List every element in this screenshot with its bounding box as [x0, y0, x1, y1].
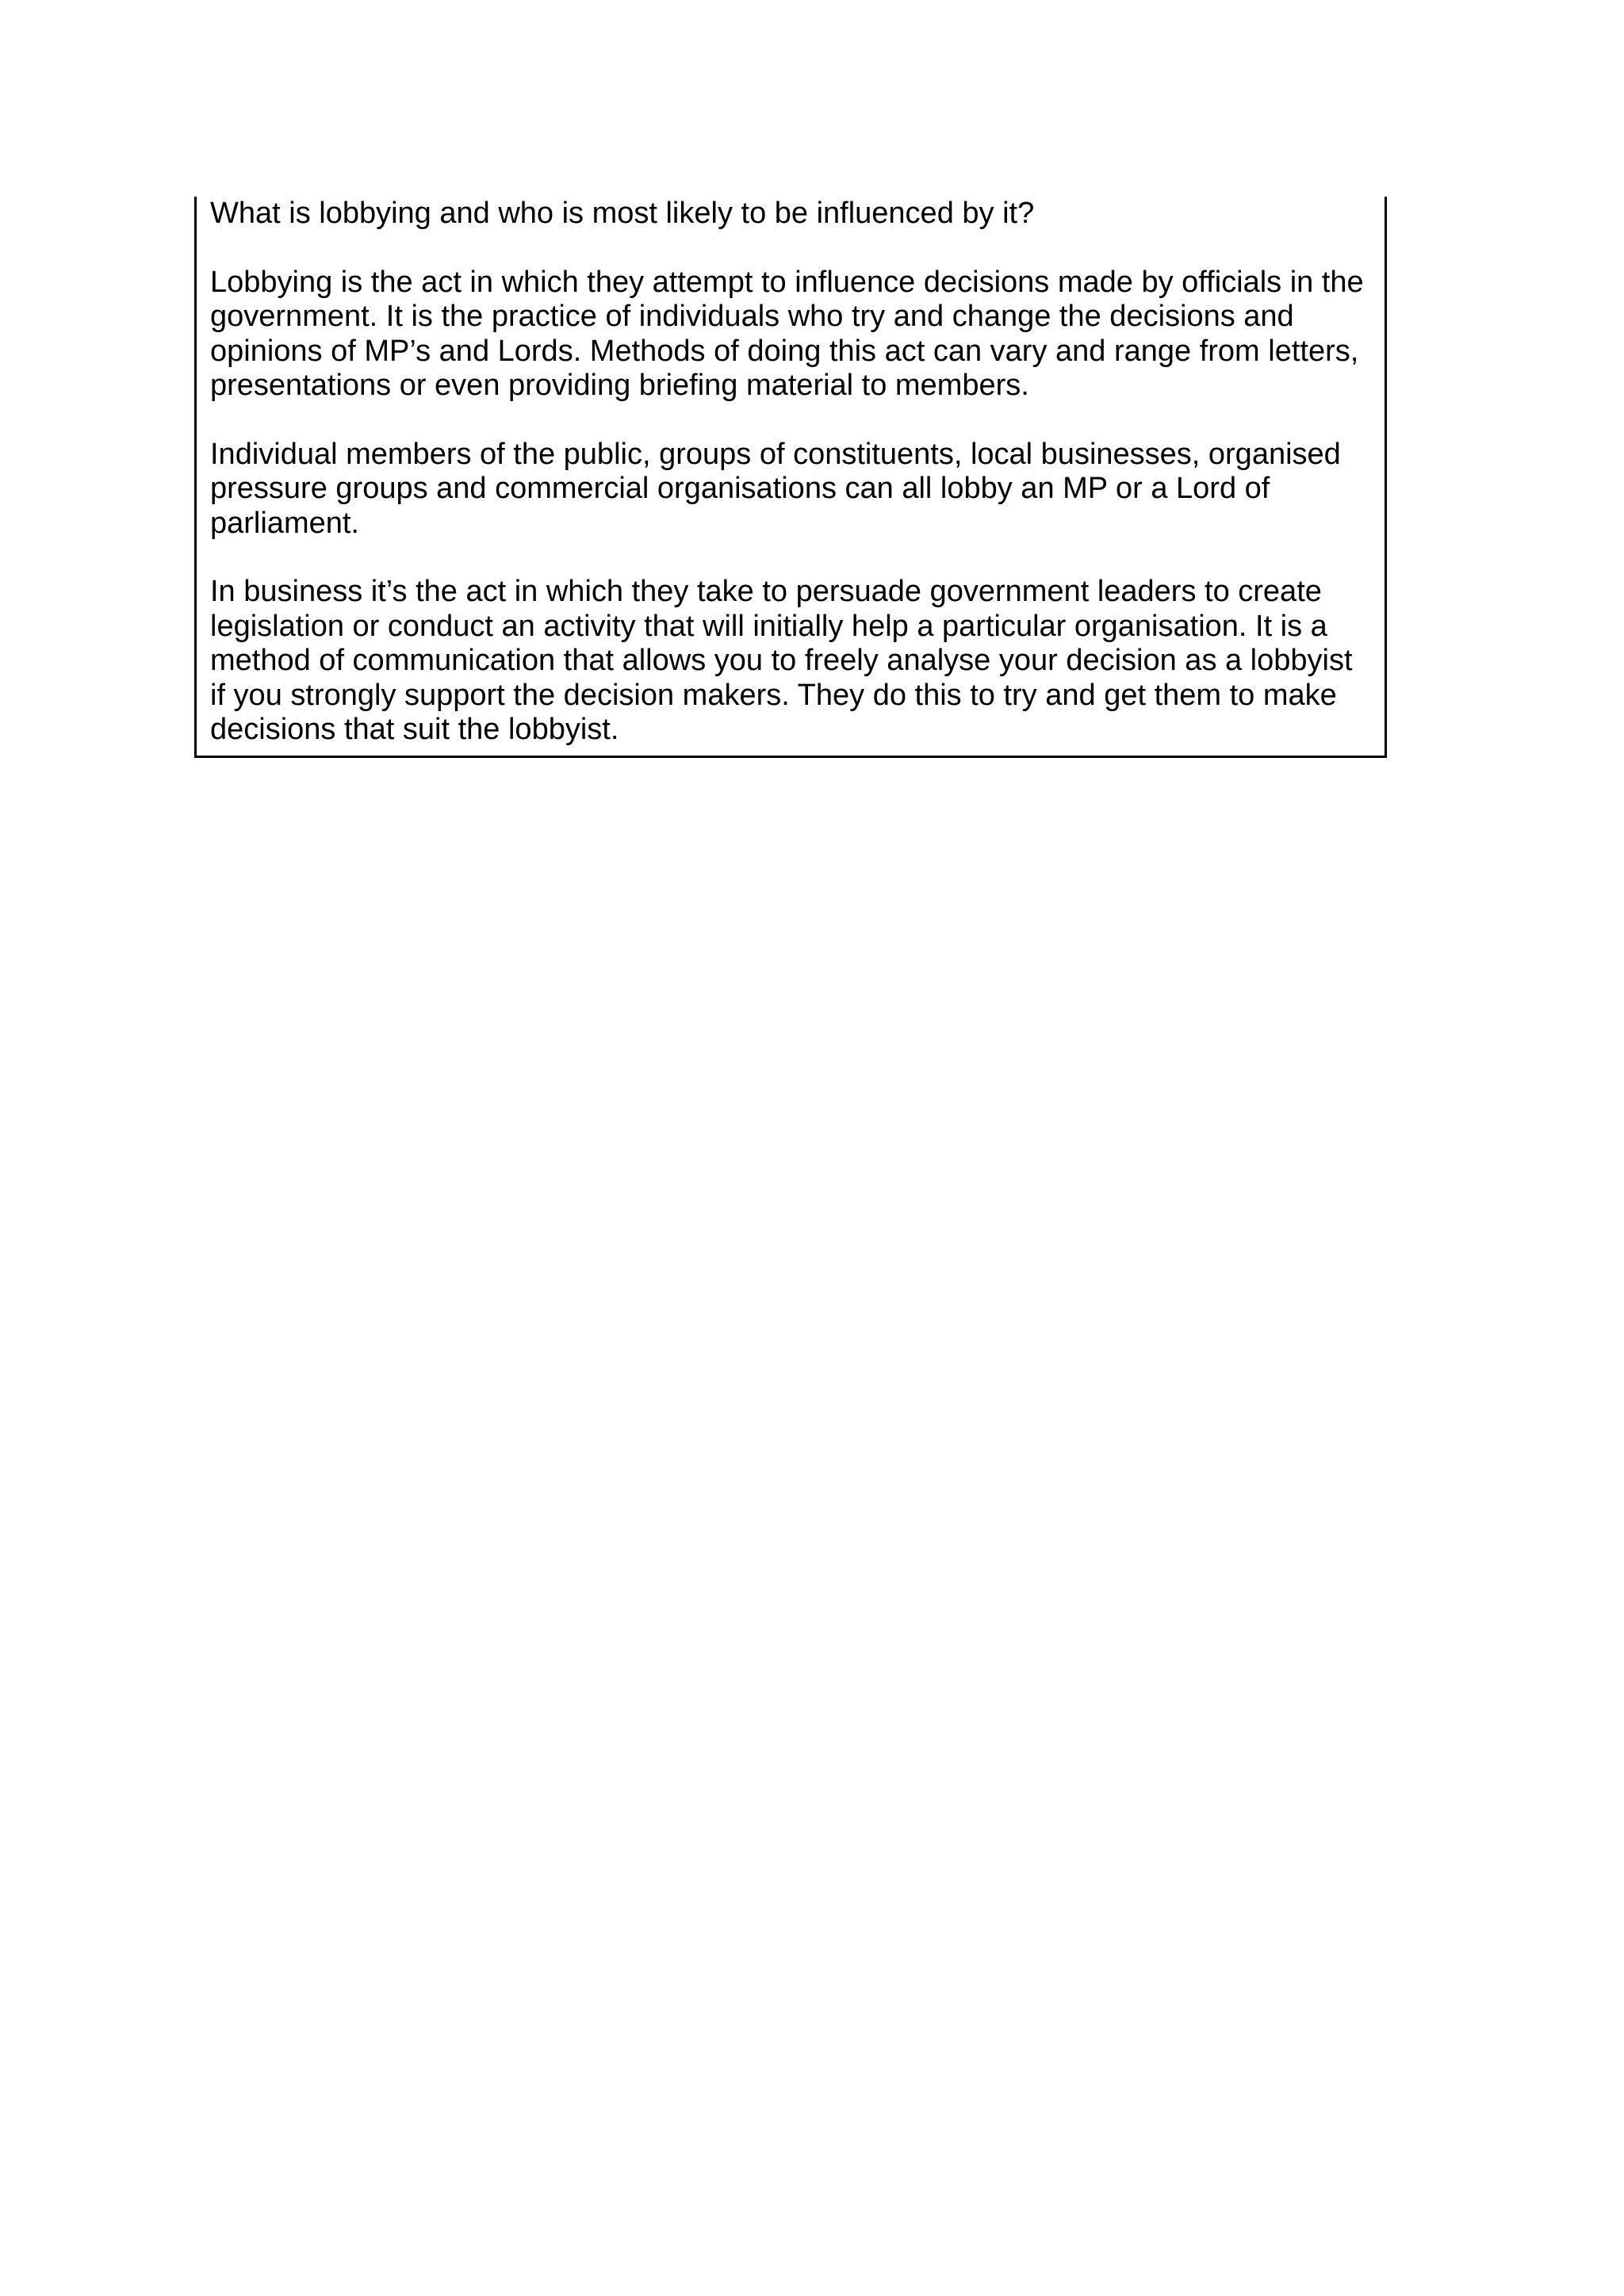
paragraph-business: In business it’s the act in which they take to persuade government leaders to create legislation or conduct an activity that will initially help a particular organisation. It is a method of communication that allows you to freely analyse your decision as a lobbyist if you strongly support the decision makers. They do this to try and get them to make decisions that suit the lobbyist.	[210, 575, 1353, 746]
paragraph-definition: Lobbying is the act in which they attempt to influence decisions made by officials in the government. It is the practice of individuals who try and change the decisions and opinions of MP’s and Lords. Methods of doing this act can vary and range from letters, presentations or even providing briefing material to members.	[210, 265, 1364, 402]
question-heading: What is lobbying and who is most likely to be influenced by it?	[210, 197, 1035, 230]
answer-text-box	[194, 197, 1387, 758]
paragraph-who-can-lobby: Individual members of the public, groups of constituents, local businesses, organised pressure groups and commercial organisations can all lobby an MP or a Lord of parliament.	[210, 437, 1341, 540]
